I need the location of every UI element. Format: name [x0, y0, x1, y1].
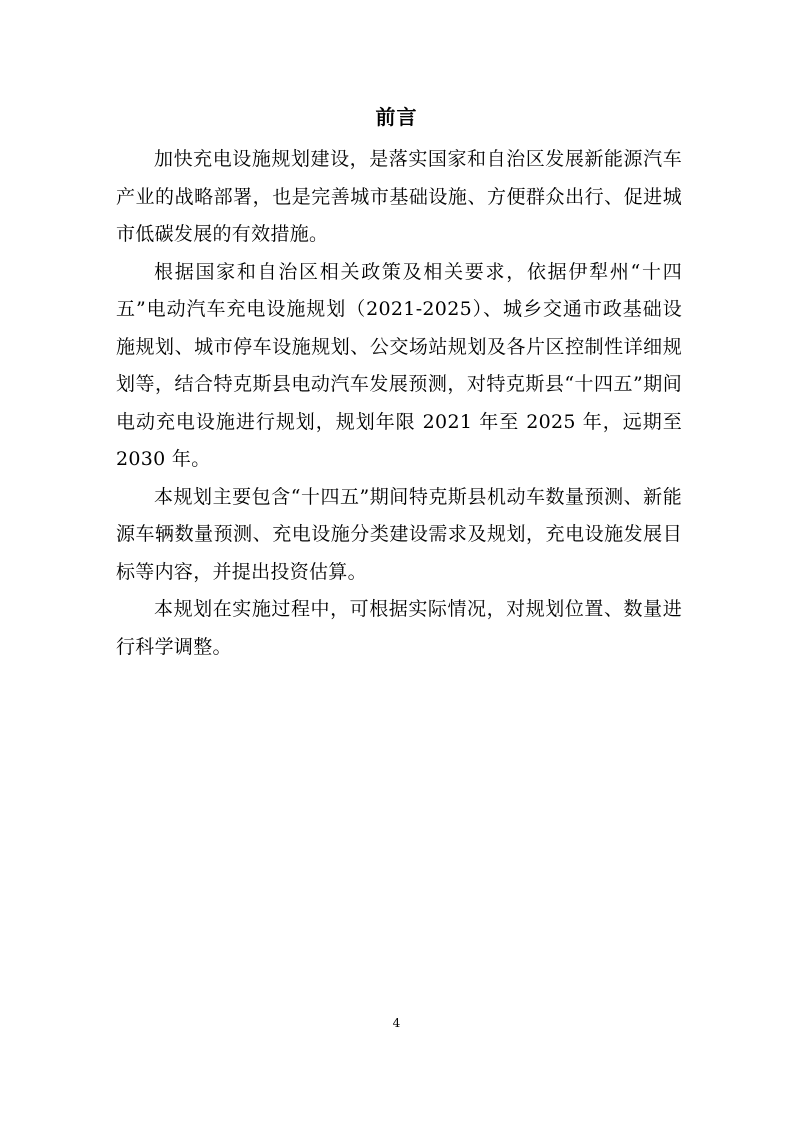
page-title: 前言	[375, 105, 418, 129]
paragraph-scope: 本规划主要包含“十四五”期间特克斯县机动车数量预测、新能源车辆数量预测、充电设施分类建设需求及规划，充电设施发展目标等内容，并提出投资估算。	[116, 485, 682, 583]
page-number: 4	[392, 1016, 401, 1030]
paragraph-intro: 加快充电设施规划建设，是落实国家和自治区发展新能源汽车产业的战略部署，也是完善城市基础设施、方便群众出行、促进城市低碳发展的有效措施。	[116, 148, 682, 245]
paragraph-adjustment: 本规划在实施过程中，可根据实际情况，对规划位置、数量进行科学调整。	[116, 598, 682, 658]
paragraph-basis: 根据国家和自治区相关政策及相关要求，依据伊犁州“十四五”电动汽车充电设施规划（2021-2025）、城乡交通市政基础设施规划、城市停车设施规划、公交场站规划及各片区控制性详细规划等，结合特克斯县电动汽车发展预测，对特克斯县“十四五”期间电动充电设施进行规划，规划年限 2021 年至 2025 年，远期至 2030 年。	[116, 260, 682, 470]
document-body	[116, 141, 682, 666]
